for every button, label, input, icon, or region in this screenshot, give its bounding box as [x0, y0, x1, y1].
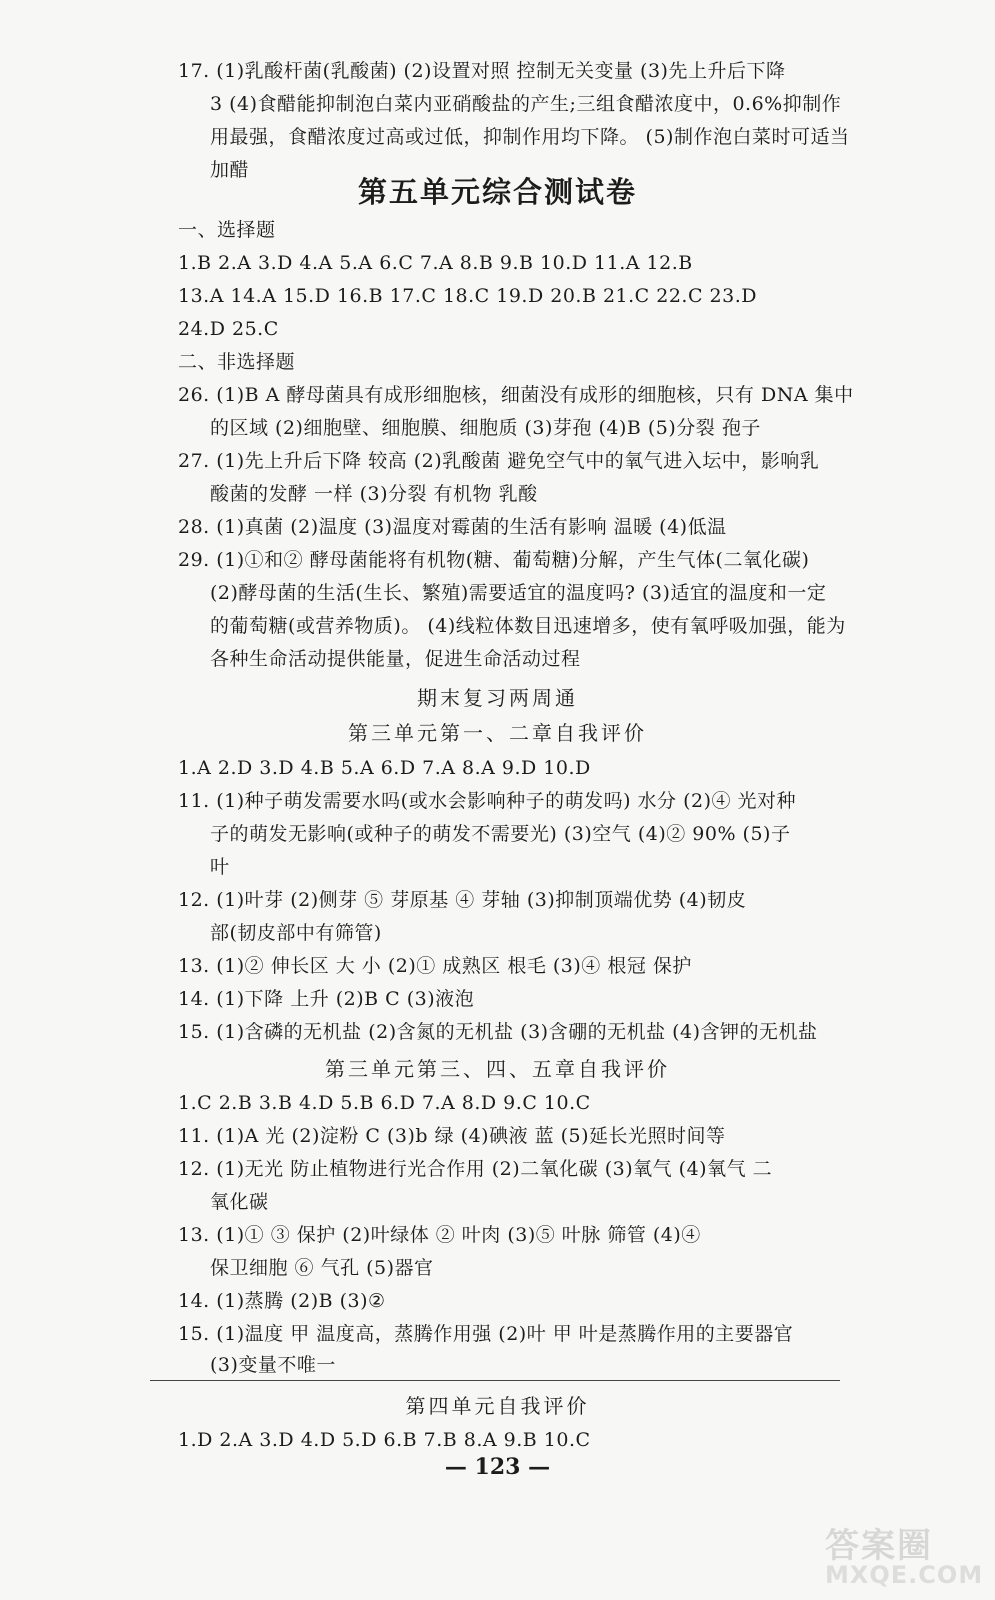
q29-line-1: 29. (1)①和② 酵母菌能将有机物(糖、葡萄糖)分解，产生气体(二氧化碳)	[178, 549, 810, 571]
ch12-q14-line: 14. (1)下降 上升 (2)B C (3)液泡	[178, 988, 475, 1010]
choice-answers-line-1: 1.B 2.A 3.D 4.A 5.A 6.C 7.A 8.B 9.B 10.D 11.A 12.B	[178, 252, 693, 274]
q29-line-2: (2)酵母菌的生活(生长、繁殖)需要适宜的温度吗? (3)适宜的温度和一定	[210, 582, 827, 604]
ch345-q12-line-2: 氧化碳	[210, 1191, 269, 1213]
q29-line-3: 的葡萄糖(或营养物质)。 (4)线粒体数目迅速增多，使有氧呼吸加强，能为	[210, 615, 846, 637]
choice-answers-line-2: 13.A 14.A 15.D 16.B 17.C 18.C 19.D 20.B 21.C 22.C 23.D	[178, 285, 757, 307]
ch345-q11-line: 11. (1)A 光 (2)淀粉 C (3)b 绿 (4)碘液 蓝 (5)延长光照时间等	[178, 1125, 726, 1147]
ch12-q11-line-2: 子的萌发无影响(或种子的萌发不需要光) (3)空气 (4)② 90% (5)子	[210, 823, 791, 845]
q26-line-2: 的区域 (2)细胞壁、细胞膜、细胞质 (3)芽孢 (4)B (5)分裂 孢子	[210, 417, 761, 439]
ch345-q13-line-1: 13. (1)① ③ 保护 (2)叶绿体 ② 叶肉 (3)⑤ 叶脉 筛管 (4)④	[178, 1224, 701, 1246]
q27-line-1: 27. (1)先上升后下降 较高 (2)乳酸菌 避免空气中的氧气进入坛中，影响乳	[178, 450, 820, 472]
q17-line-2: 3 (4)食醋能抑制泡白菜内亚硝酸盐的产生;三组食醋浓度中，0.6%抑制作	[210, 93, 842, 115]
q17-line-4: 加醋	[210, 159, 250, 181]
ch345-review-title: 第三单元第三、四、五章自我评价	[325, 1057, 670, 1081]
site-watermark-logo	[825, 1518, 984, 1589]
ch12-q12-line-2: 部(韧皮部中有筛管)	[210, 922, 382, 944]
ch345-q14-line: 14. (1)蒸腾 (2)B (3)②	[178, 1290, 386, 1312]
review-title: 期末复习两周通	[417, 686, 578, 710]
q26-line-1: 26. (1)B A 酵母菌具有成形细胞核，细菌没有成形的细胞核，只有 DNA 集中	[178, 384, 854, 406]
ch345-q15-line-2: (3)变量不唯一	[210, 1354, 336, 1376]
ch12-q11-line-3: 叶	[210, 856, 230, 878]
ch12-choice-answers: 1.A 2.D 3.D 4.B 5.A 6.D 7.A 8.A 9.D 10.D	[178, 757, 591, 779]
q28-line: 28. (1)真菌 (2)温度 (3)温度对霉菌的生活有影响 温暖 (4)低温	[178, 516, 727, 538]
q17-line-3: 用最强，食醋浓度过高或过低，抑制作用均下降。 (5)制作泡白菜时可适当	[210, 126, 850, 148]
watermark-text-url: MXQE.COM	[825, 1561, 984, 1589]
ch12-q15-line: 15. (1)含磷的无机盐 (2)含氮的无机盐 (3)含硼的无机盐 (4)含钾的无机盐	[178, 1021, 818, 1043]
watermark-text-cn: 答案圈	[825, 1526, 933, 1566]
ch12-q12-line-1: 12. (1)叶芽 (2)侧芽 ⑤ 芽原基 ④ 芽轴 (3)抑制顶端优势 (4)韧皮	[178, 889, 747, 911]
q27-line-2: 酸菌的发酵 一样 (3)分裂 有机物 乳酸	[210, 483, 538, 505]
q17-line-1: 17. (1)乳酸杆菌(乳酸菌) (2)设置对照 控制无关变量 (3)先上升后下降	[178, 60, 786, 82]
ch345-q13-line-2: 保卫细胞 ⑥ 气孔 (5)器官	[210, 1257, 434, 1279]
ch345-q12-line-1: 12. (1)无光 防止植物进行光合作用 (2)二氧化碳 (3)氧气 (4)氧气 二	[178, 1158, 773, 1180]
unit4-choice-answers: 1.D 2.A 3.D 4.D 5.D 6.B 7.B 8.A 9.B 10.C	[178, 1429, 591, 1451]
choice-answers-line-3: 24.D 25.C	[178, 318, 279, 340]
ch12-review-title: 第三单元第一、二章自我评价	[348, 721, 647, 745]
unit4-review-title: 第四单元自我评价	[405, 1394, 590, 1418]
q29-line-4: 各种生命活动提供能量，促进生命活动过程	[210, 648, 581, 670]
section-divider	[150, 1380, 840, 1381]
ch345-choice-answers: 1.C 2.B 3.B 4.D 5.B 6.D 7.A 8.D 9.C 10.C	[178, 1092, 591, 1114]
ch12-q13-line: 13. (1)② 伸长区 大 小 (2)① 成熟区 根毛 (3)④ 根冠 保护	[178, 955, 692, 977]
ch345-q15-line-1: 15. (1)温度 甲 温度高，蒸腾作用强 (2)叶 甲 叶是蒸腾作用的主要器官	[178, 1323, 794, 1345]
choice-section-label: 一、选择题	[178, 219, 276, 241]
ch12-q11-line-1: 11. (1)种子萌发需要水吗(或水会影响种子的萌发吗) 水分 (2)④ 光对种	[178, 790, 797, 812]
page-number: — 123 —	[444, 1454, 551, 1480]
unit5-test-title: 第五单元综合测试卷	[357, 175, 637, 209]
nonchoice-section-label: 二、非选择题	[178, 351, 296, 373]
